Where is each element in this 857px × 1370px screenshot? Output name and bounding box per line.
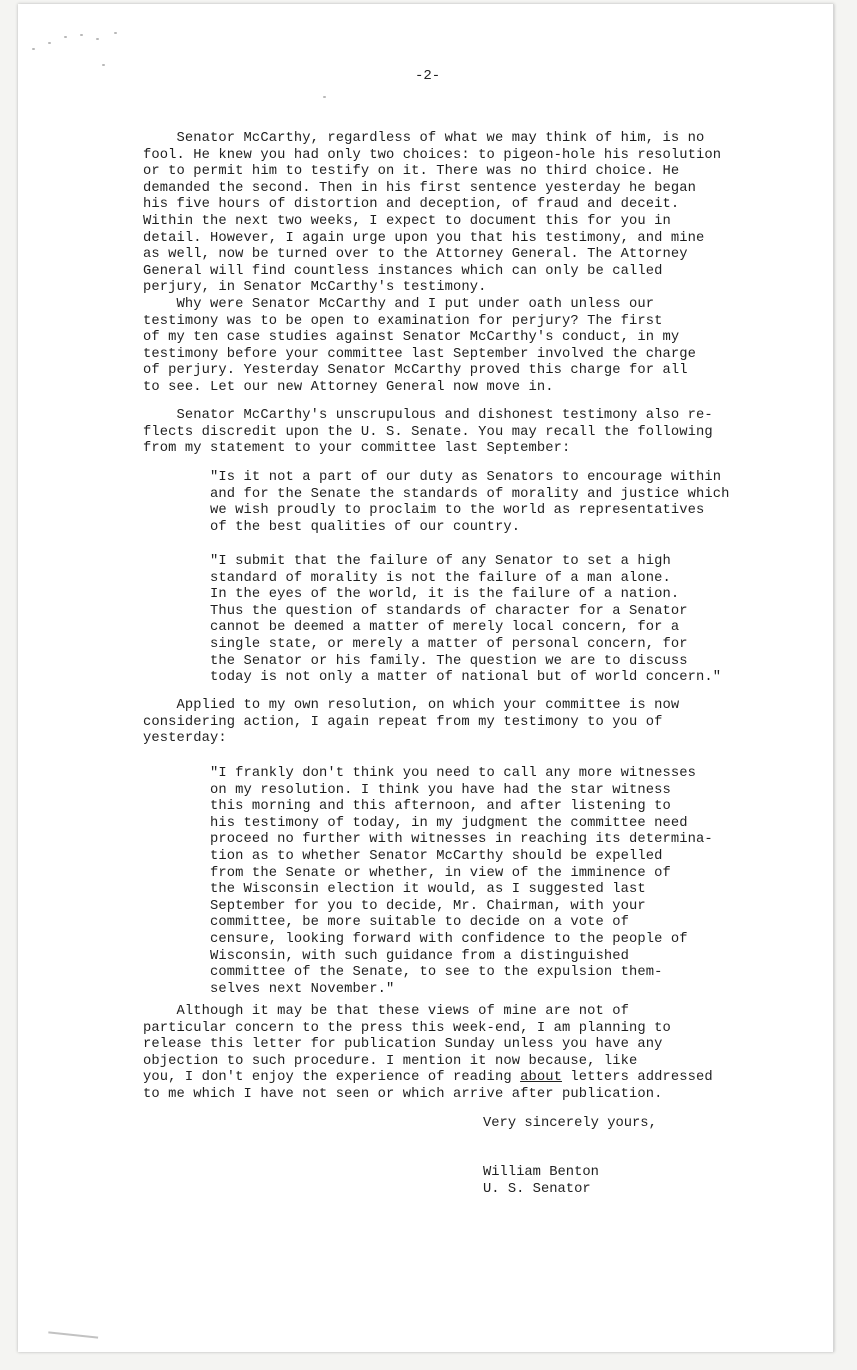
press-release-text-2: letters addressed to me which I have not seen or which arrive after publication. bbox=[143, 1070, 713, 1102]
paper-speck bbox=[114, 32, 117, 34]
underlined-word-about: about bbox=[520, 1070, 562, 1086]
signature-title: U. S. Senator bbox=[483, 1182, 591, 1197]
paper-speck bbox=[80, 34, 83, 36]
paper-speck bbox=[64, 36, 67, 38]
paragraph-under-oath: Why were Senator McCarthy and I put under oath unless our testimony was to be open to examination for perjury? The first of my ten case studies against Senator McCarthy's conduct, in my testimony before your committee last September involved the charge of perjury. Yesterday Senator McCarthy proved this charge for all to see. Let our new Attorney General now move in. bbox=[143, 297, 697, 395]
paper-speck bbox=[32, 48, 35, 50]
quote-duty-as-senators: "Is it not a part of our duty as Senators to encourage within and for the Senate the standards of morality and justice which we wish proudly to proclaim to the world as representatives of the best qualities of our country. bbox=[210, 470, 730, 535]
paragraph-perjury-intro: Senator McCarthy, regardless of what we may think of him, is no fool. He knew you had only two choices: to pigeon-hole his resolution or to permit him to testify on it. There was no third choice. He demanded the second. Then in his first sentence yesterday he began his five hours of distortion and deception, of fraud and deceit. Within the next two weeks, I expect to document this for you in detail. However, I again urge upon you that his testimony, and mine as well, now be turned over to the Attorney General. The Attorney General will find countless instances which can only be called perjury, in Senator McCarthy's testimony. bbox=[143, 131, 722, 296]
closing-salutation: Very sincerely yours, bbox=[483, 1116, 657, 1131]
paper-fold-mark bbox=[48, 1331, 98, 1342]
paragraph-senate-discredit: Senator McCarthy's unscrupulous and dishonest testimony also re- flects discredit upon the U. S. Senate. You may recall the following from my statement to your committee last September: bbox=[143, 408, 713, 457]
quote-star-witness: "I frankly don't think you need to call any more witnesses on my resolution. I think you have had the star witness this morning and this afternoon, and after listening to his testimony of today, in my judgment the committee need proceed no further with witnesses in reaching its determina- tion as to whether Senator McCarthy should be expelled from the Senate or whether, in view of the imminence of the Wisconsin election it would, as I suggested last September for you to decide, Mr. Chairman, with your committee, be more suitable to decide on a vote of censure, looking forward with confidence to the people of Wisconsin, with such guidance from a distinguished committee of the Senate, to see to the expulsion them- selves next November." bbox=[210, 766, 713, 997]
paper-speck bbox=[323, 96, 326, 98]
paper-speck bbox=[48, 42, 51, 44]
paragraph-applied-to-resolution: Applied to my own resolution, on which your committee is now considering action, I again repeat from my testimony to you of yesterday: bbox=[143, 698, 680, 747]
page-number: -2- bbox=[415, 68, 441, 84]
press-release-text-1: Although it may be that these views of mine are not of particular concern to the press this week-end, I am planning to release this letter for publication Sunday unless you have any objection to such procedure. I mention it now because, like you, I don't enjoy the experience of reading bbox=[143, 1004, 671, 1086]
paper-speck bbox=[102, 64, 105, 66]
signature-name: William Benton bbox=[483, 1165, 599, 1180]
paper-speck bbox=[96, 38, 99, 40]
paragraph-press-release bbox=[143, 1004, 713, 1104]
quote-standard-of-morality: "I submit that the failure of any Senator to set a high standard of morality is not the failure of a man alone. In the eyes of the world, it is the failure of a nation. Thus the question of standards of character for a Senator cannot be deemed a matter of merely local concern, for a single state, or merely a matter of personal concern, for the Senator or his family. The question we are to discuss today is not only a matter of national but of world concern." bbox=[210, 554, 722, 686]
